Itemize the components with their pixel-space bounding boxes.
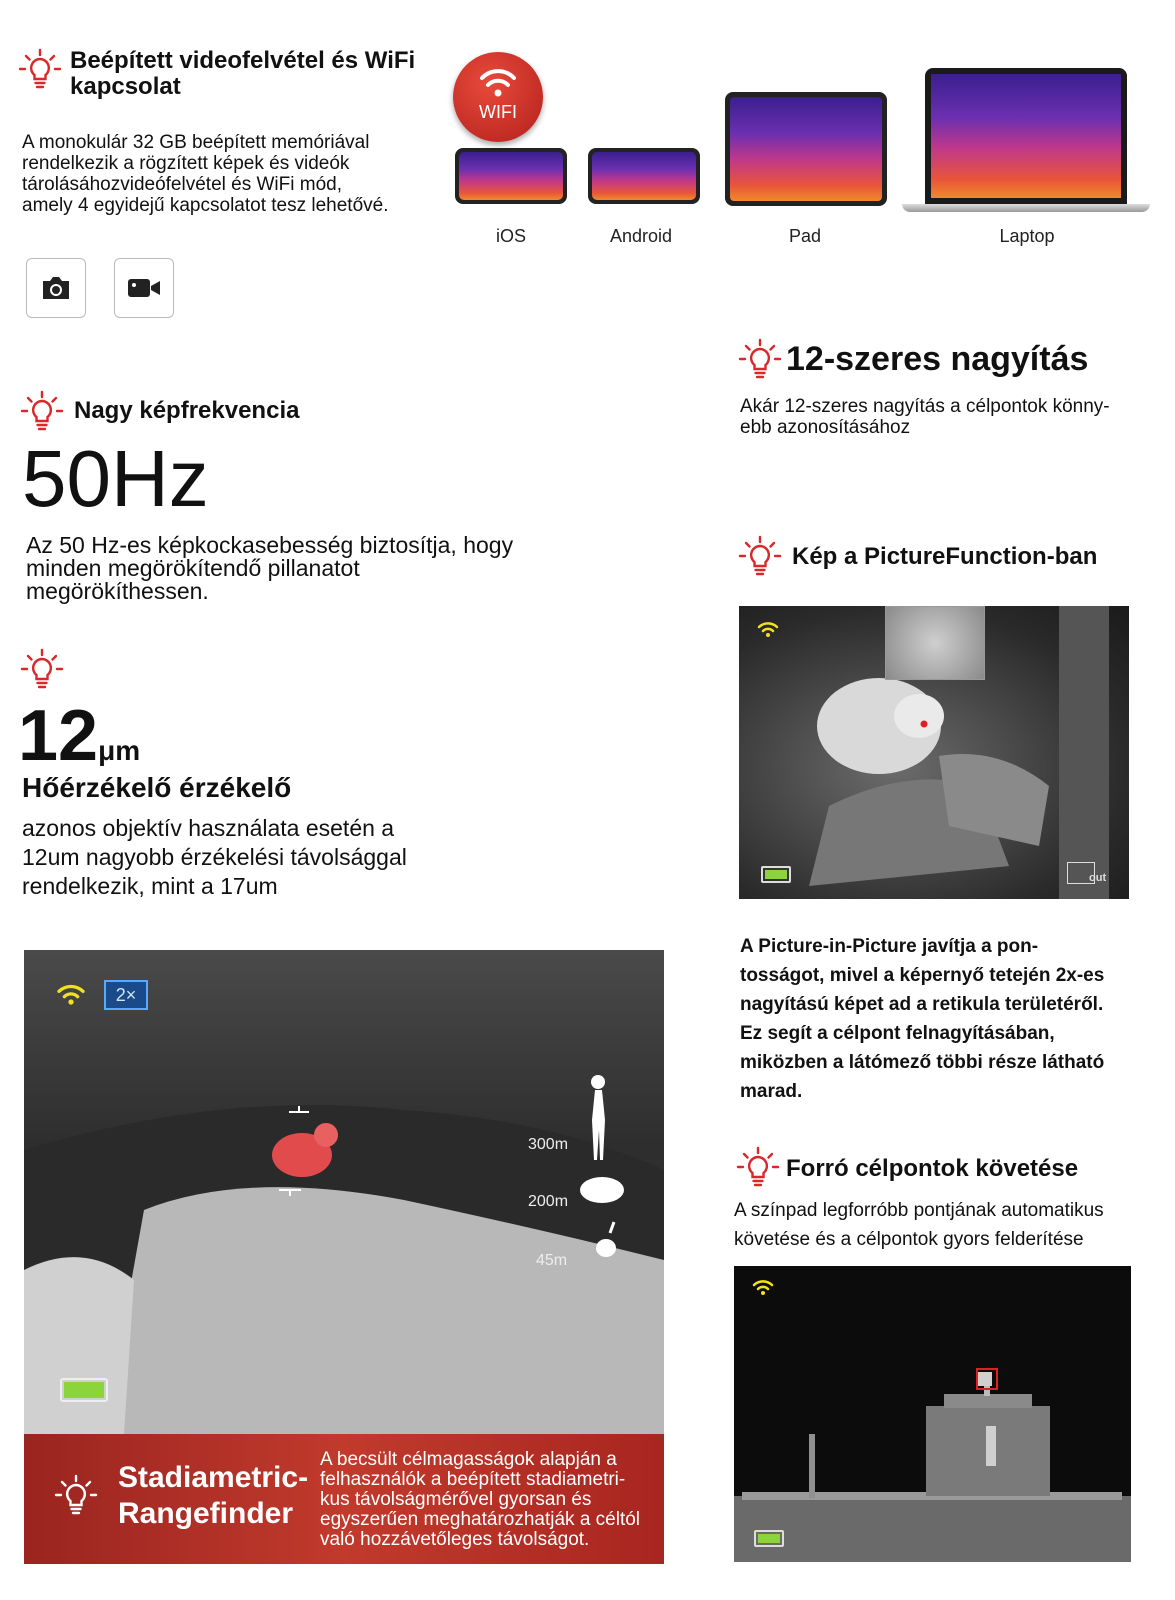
framerate-desc-line3: megörökíthessen. xyxy=(26,578,209,604)
pip-desc-line5: miközben a látómező többi része látható xyxy=(740,1052,1105,1073)
hotspot-description xyxy=(734,1196,1104,1254)
hotspot-desc-line2: követése és a célpontok gyors felderítése xyxy=(734,1229,1084,1250)
hotspot-desc-line1: A színpad legforróbb pontjának automatikus xyxy=(734,1200,1104,1221)
wifi-icon xyxy=(478,66,518,98)
device-laptop xyxy=(925,68,1127,204)
wifi-badge xyxy=(453,52,543,142)
sensor-value-number: 12 xyxy=(18,696,99,776)
rangefinder-desc-line1: A becsült célmagasságok alapján a xyxy=(320,1449,617,1470)
device-label-ios: iOS xyxy=(495,226,526,246)
camera-icon xyxy=(40,275,72,301)
framerate-title: Nagy képfrekvencia xyxy=(74,397,300,424)
battery-icon xyxy=(761,866,791,883)
device-ios xyxy=(455,148,567,204)
pip-desc-line3: nagyítású képet ad a retikula területéről. xyxy=(740,994,1104,1015)
rangefinder-desc-line5: való hozzávetőleges távolságot. xyxy=(320,1529,590,1550)
device-android xyxy=(588,148,700,204)
wifi-title-line2: kapcsolat xyxy=(70,73,181,100)
battery-icon xyxy=(754,1530,784,1547)
rangefinder-title-line1: Stadiametric- xyxy=(118,1461,309,1494)
zoom-desc-line1: Akár 12-szeres nagyítás a célpontok könny- xyxy=(740,396,1110,417)
zoom-badge: 2× xyxy=(104,980,148,1010)
wifi-desc-line2: rendelkezik a rögzített képek és videók xyxy=(22,153,350,174)
pip-out-label: out xyxy=(1089,872,1107,884)
pip-desc-line2: tosságot, mivel a képernyő tetején 2x-es xyxy=(740,965,1105,986)
laptop-base xyxy=(902,204,1150,212)
wifi-section-title xyxy=(70,48,415,100)
wifi-desc-line4: amely 4 egyidejű kapcsolatot tesz lehetővé. xyxy=(22,195,389,216)
sensor-desc-line1: azonos objektív használata esetén a xyxy=(22,815,395,841)
pip-title: Kép a PictureFunction-ban xyxy=(792,543,1098,570)
battery-icon xyxy=(60,1378,108,1402)
video-camera-icon xyxy=(127,278,161,298)
device-pad xyxy=(725,92,887,206)
sensor-desc-line2: 12um nagyobb érzékelési távolsággal xyxy=(22,844,407,870)
wifi-indicator-icon xyxy=(56,982,86,1006)
rangefinder-description xyxy=(320,1450,640,1550)
hotspot-title: Forró célpontok követése xyxy=(786,1155,1079,1182)
sensor-value xyxy=(18,696,140,776)
bulb-icon xyxy=(20,390,64,434)
framerate-description xyxy=(26,534,513,603)
rangefinder-title xyxy=(118,1460,308,1532)
wifi-desc-line1: A monokulár 32 GB beépített memóriával xyxy=(22,132,370,153)
rangefinder-banner xyxy=(24,1434,664,1564)
bulb-icon xyxy=(20,648,64,692)
wifi-indicator-icon xyxy=(752,1278,774,1296)
bulb-icon xyxy=(736,1146,780,1190)
pip-desc-line4: Ez segít a célpont felnagyításában, xyxy=(740,1023,1055,1044)
bulb-icon xyxy=(738,535,782,579)
pip-desc-line1: A Picture-in-Picture javítja a pon- xyxy=(740,936,1039,957)
bulb-icon xyxy=(738,338,782,382)
hotspot-thermal-image xyxy=(734,1266,1131,1562)
framerate-value: 50Hz xyxy=(22,434,209,523)
device-label-android: Android xyxy=(609,226,673,246)
hotspot-marker xyxy=(976,1368,998,1390)
wifi-badge-label: WIFI xyxy=(479,102,517,122)
pip-thermal-image xyxy=(739,606,1129,899)
photo-mode-button[interactable] xyxy=(26,258,86,318)
distance-label-200m: 200m xyxy=(528,1193,569,1210)
pip-inset-window xyxy=(885,606,985,680)
pip-description xyxy=(740,932,1104,1106)
rangefinder-desc-line4: egyszerűen meghatározhatják a céltól xyxy=(320,1509,641,1530)
framerate-desc-line1: Az 50 Hz-es képkockasebesség biztosítja, hogy xyxy=(26,532,514,558)
rangefinder-desc-line3: kus távolságmérővel gyorsan és xyxy=(320,1489,592,1510)
sensor-desc-line3: rendelkezik, mint a 17um xyxy=(22,873,278,899)
wifi-desc-line3: tárolásához​videófelvétel és WiFi mód, xyxy=(22,174,342,195)
rangefinder-title-line2: Rangefinder xyxy=(118,1497,294,1530)
wifi-indicator-icon xyxy=(757,620,779,638)
rangefinder-desc-line2: felhasználók a beépített stadiametri- xyxy=(320,1469,626,1490)
sensor-value-unit: μm xyxy=(98,735,141,766)
bulb-icon xyxy=(18,48,62,92)
framerate-desc-line2: minden megörökítendő pillanatot xyxy=(26,555,360,581)
distance-label-45m: 45m xyxy=(536,1252,568,1269)
video-mode-button[interactable] xyxy=(114,258,174,318)
rangefinder-thermal-image xyxy=(24,950,664,1434)
hotspot-scene xyxy=(734,1266,1131,1562)
device-label-laptop: Laptop xyxy=(999,226,1055,246)
zoom-title: 12-szeres nagyítás xyxy=(786,340,1089,378)
sensor-title: Hőérzékelő érzékelő xyxy=(22,772,292,803)
pip-desc-line6: marad. xyxy=(740,1081,803,1102)
zoom-description xyxy=(740,396,1160,438)
bulb-icon xyxy=(54,1474,98,1518)
zoom-desc-line2: ebb azonosításához xyxy=(740,417,911,438)
device-label-pad: Pad xyxy=(788,226,822,246)
sensor-description xyxy=(22,814,407,901)
rangefinder-scene xyxy=(24,950,664,1434)
wifi-section-description xyxy=(22,132,442,216)
distance-label-300m: 300m xyxy=(528,1136,569,1153)
wifi-title-line1: Beépített videofelvétel és WiFi xyxy=(70,47,416,74)
